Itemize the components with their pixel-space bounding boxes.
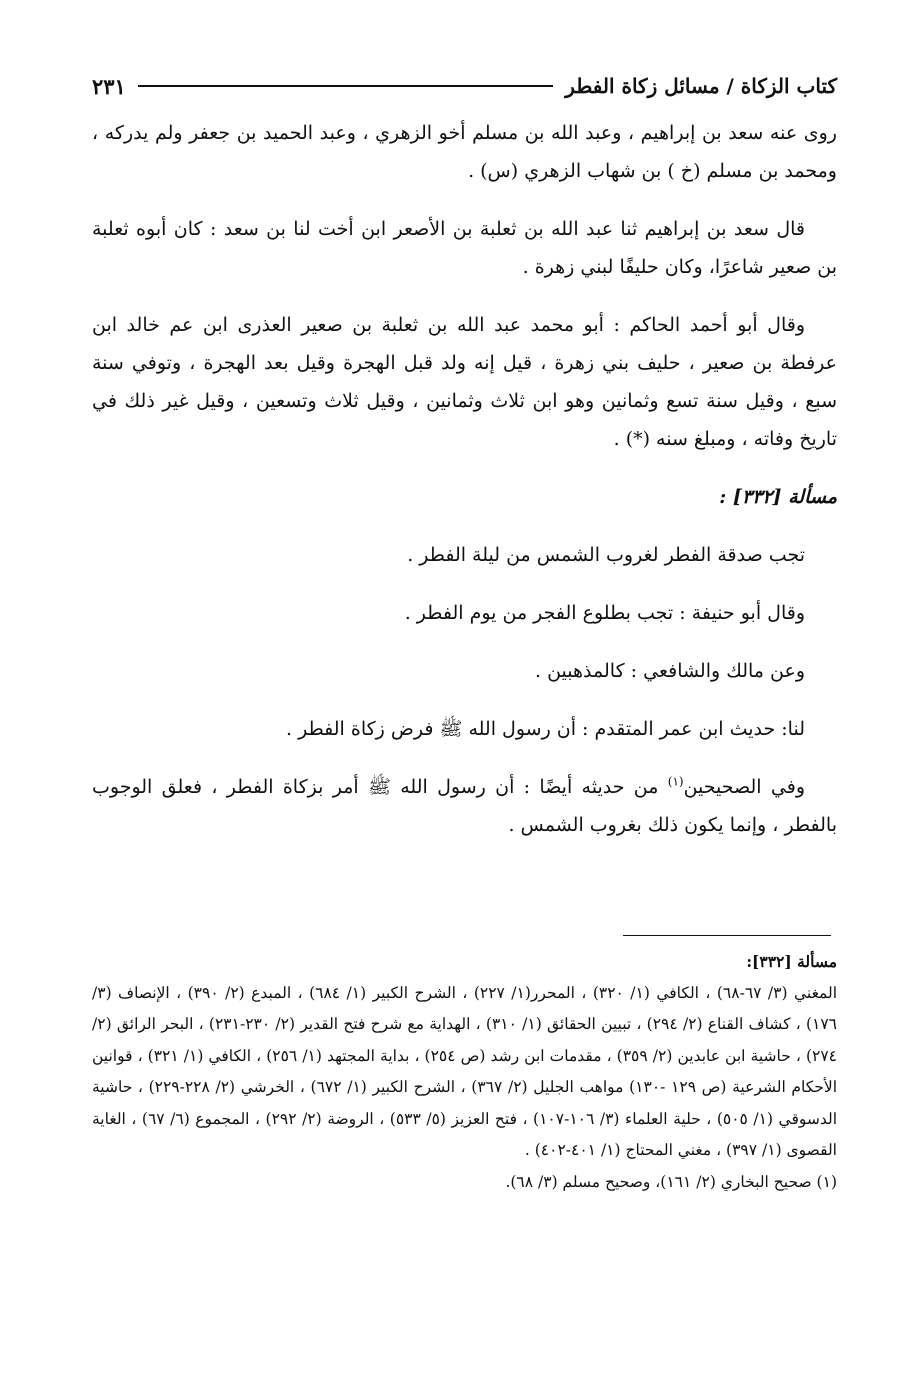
- footnote-separator: [623, 935, 831, 936]
- footnote-heading: مسألة [٣٣٢]:: [746, 952, 837, 971]
- footnote-marker-1[interactable]: (١): [667, 774, 684, 789]
- paragraph-5: وقال أبو حنيفة : تجب بطلوع الفجر من يوم الفطر .: [404, 602, 805, 624]
- footnotes: [92, 946, 837, 1198]
- paragraph-7: لنا: حديث ابن عمر المتقدم : أن رسول الله ﷺ فرض زكاة الفطر .: [286, 718, 805, 740]
- paragraph-4: تجب صدقة الفطر لغروب الشمس من ليلة الفطر .: [407, 544, 805, 566]
- footnote-sources: المغني (٣/ ٦٧-٦٨) ، الكافي (١/ ٣٢٠) ، المحرر(١/ ٢٢٧) ، الشرح الكبير (١/ ٦٨٤) ، المبدع (٢/ ٣٩٠) ، الإنصاف (٣/ ١٧٦) ، كشاف القناع (٢/ ٢٩٤) ، تبيين الحقائق (١/ ٣١٠) ، الهداية مع شرح فتح القدير (٢/ ٢٣٠-٢٣١) ، البحر الرائق (٢/ ٢٧٤) ، حاشية ابن عابدين (٢/ ٣٥٩) ، مقدمات ابن رشد (ص ٢٥٤) ، بداية المجتهد (١/ ٢٥٦) ، الكافي (١/ ٣٢١) ، قوانين الأحكام الشرعية (ص ١٢٩ -١٣٠) مواهب الجليل (٢/ ٣٦٧) ، الشرح الكبير (١/ ٦٧٢) ، الخرشي (٢/ ٢٢٨-٢٢٩) ، حاشية الدسوقي (١/ ٥٠٥) ، حلية العلماء (٣/ ١٠٦-١٠٧) ، فتح العزيز (٥/ ٥٣٣) ، الروضة (٢/ ٢٩٢) ، المجموع (٦/ ٦٧) ، الغاية القصوى (١/ ٣٩٧) ، مغني المحتاج (١/ ٤٠١-٤٠٢) .: [92, 983, 838, 1159]
- footnote-1: (١) صحيح البخاري (٢/ ١٦١)، وصحيح مسلم (٣/ ٦٨).: [505, 1172, 837, 1191]
- paragraph-8-start: وفي الصحيحين: [683, 776, 805, 798]
- main-text: [92, 114, 837, 864]
- masala-heading: مسألة [٣٣٢] :: [719, 486, 837, 508]
- paragraph-2: قال سعد بن إبراهيم ثنا عبد الله بن ثعلبة بن الأصعر ابن أخت لنا بن سعد : كان أبوه ثعلبة بن صعير شاعرًا، وكان حليفًا لبني زهرة .: [92, 218, 837, 278]
- paragraph-1: روى عنه سعد بن إبراهيم ، وعبد الله بن مسلم أخو الزهري ، وعبد الحميد بن جعفر ولم يدركه ، ومحمد بن مسلم (خ ) بن شهاب الزهري (س) .: [92, 122, 837, 182]
- page-number: ٢٣١: [92, 73, 126, 99]
- paragraph-8-end: من حديثه أيضًا : أن رسول الله ﷺ أمر بزكاة الفطر ، فعلق الوجوب بالفطر ، وإنما يكون ذلك بغروب الشمس .: [92, 776, 837, 836]
- running-title: كتاب الزكاة / مسائل زكاة الفطر: [565, 74, 837, 98]
- paragraph-3: وقال أبو أحمد الحاكم : أبو محمد عبد الله بن ثعلبة بن صعير العذرى ابن عم خالد ابن عرفطة بن صعير ، حليف بني زهرة ، قيل إنه ولد قبل الهجرة وقيل بعد الهجرة ، وتوفي سنة سبع ، وقيل سنة تسع وثمانين وهو ابن ثلاث وثمانين ، وقيل ثلاث وتسعين ، وقيل غير ذلك في تاريخ وفاته ، ومبلغ سنه (*) .: [92, 314, 837, 450]
- paragraph-6: وعن مالك والشافعي : كالمذهبين .: [535, 660, 805, 682]
- paragraph-8: [92, 768, 837, 844]
- page-header: [92, 66, 837, 106]
- header-rule: [138, 85, 553, 87]
